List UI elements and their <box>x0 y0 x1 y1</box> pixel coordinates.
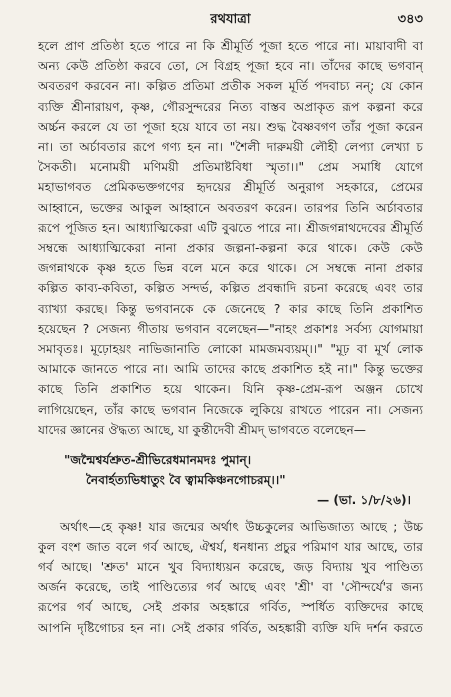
text-line: গর্ব আছে। 'শ্রুত' মানে খুব বিদ্যাধ্যয়ন করেছে, জড় বিদ্যায় খুব পাণ্ডিত্য <box>38 560 423 575</box>
text-line: কল্পিত কাব্য-কবিতা, কল্পিত সন্দর্ভ, কল্পিত প্রবন্ধাদি রচনা করেছে এবং তার <box>38 281 423 296</box>
text-line: রূপে পূজিত হন। আধ্যাত্মিকেরা এটি বুঝতে পারে না। শ্রীজগন্নাথদেবের শ্রীমূর্তি <box>38 220 423 235</box>
text-line: মহাভাগবত প্রেমিকভক্তগণের হৃদয়ের শ্রীমূর্তি অনুরাগ সহকারে, প্রেমের <box>38 180 423 195</box>
sanskrit-verse <box>38 450 423 511</box>
text-line: আমাকে জানতে পারে না। আমি তাদের কাছে প্রকাশিত হই না।" কিন্তু ভক্তের <box>38 362 423 377</box>
page-header <box>38 10 423 30</box>
page-number: ৩৪৩ <box>397 12 423 27</box>
text-line: আহ্বানে, ভক্তের আকুল আহ্বানে অবতরণ করেন। তারপর তিনি অর্চাবতার <box>38 200 423 215</box>
text-line: অর্চ্চন করলে যে তা পূজা হয়ে যাবে তা নয়। শুদ্ধ বৈষ্ণবগণ তাঁর পূজা করেন <box>38 119 423 134</box>
text-line: জগন্নাথকে কৃষ্ণ হতে ভিন্ন বলে মনে করে থাকে। সে সম্বন্ধে নানা প্রকার <box>38 261 423 276</box>
text-line: অর্জন করেছে, তাই পাণ্ডিত্যের গর্ব আছে এবং 'শ্রী' বা 'সৌন্দর্যে'র জন্য <box>38 580 423 595</box>
text-line: হয়েছেন ? সেজন্য গীতায় ভগবান বলেছেন—"নাহং প্রকাশঃ সর্বস্য যোগমায়া <box>38 321 423 336</box>
text-line: অর্থাৎ—হে কৃষ্ণ! যার জন্মের অর্থাৎ উচ্চকুলের আভিজাত্য আছে ; উচ্চ <box>60 519 423 534</box>
text-line: ব্যক্তি শ্রীনারায়ণ, কৃষ্ণ, গৌরসুন্দরের নিত্য বাস্তব অপ্রাকৃত রূপ কল্পনা করে <box>38 99 423 114</box>
text-line: আপনি দৃষ্টিগোচর হন না। সেই প্রকার গর্বিত, অহঙ্কারী ব্যক্তি যদি দর্শন করতে <box>38 620 423 635</box>
body-paragraph-2 <box>38 517 423 638</box>
text-line: যাদের জ্ঞানের ঔদ্ধত্য আছে, যা কুন্তীদেবী শ্রীমদ্ ভাগবতে বলেছেন— <box>38 422 366 437</box>
text-line: লাগিয়েছেন, তাঁর কাছে ভগবান নিজেকে লুকিয়ে রাখতে পারেন না। সেজন্য <box>38 402 423 417</box>
text-line: সৈকতী। মনোময়ী মণিময়ী প্রতিমাষ্টবিধা স্মৃতা।।" প্রেম সমাধি যোগে <box>38 160 423 175</box>
text-line: সমাবৃতঃ। মূঢ়োহয়ং নাভিজানাতি লোকো মামজমব্যয়ম্।।" "মূঢ় বা মূর্খ লোক <box>38 342 423 357</box>
text-line: না। তা অর্চাবতার রূপে গণ্য হন না। "শৈলী দারুময়ী লৌহী লেপ্যা লেখ্যা চ <box>38 140 423 155</box>
text-line: কুল বংশ জাত বলে গর্ব আছে, ঐশ্বর্য, ধনধান্য প্রচুর পরিমাণ যার আছে, তার <box>38 539 423 554</box>
text-line: হলে প্রাণ প্রতিষ্ঠা হতে পারে না কি শ্রীমূর্তি পূজা হতে পারে না। মায়াবাদী বা <box>38 39 423 53</box>
running-title: রথযাত্রা <box>210 12 251 27</box>
text-line: রূপের গর্ব আছে, সেই প্রকার অহঙ্কারে গর্বিত, স্পর্ধিত ব্যক্তিদের কাছে <box>38 600 423 615</box>
body-paragraph-1 <box>38 36 423 440</box>
text-line: ব্যাখ্যা করছে। কিন্তু ভগবানকে কে জেনেছে ? কার কাছে তিনি প্রকাশিত <box>38 301 423 316</box>
verse-reference: — (ভা. ১/৮/২৬)। <box>317 493 411 508</box>
text-line: অন্য কেউ প্রতিষ্ঠা করবে তো, সে বিগ্রহ পূজা হবে না। তাঁদের কাছে ভগবান্ <box>38 59 423 74</box>
verse-line-2: নৈবার্হত্যভিধাতুং বৈ ত্বামকিঞ্চনগোচরম্।।" <box>86 473 286 488</box>
text-line: কাছে তিনি প্রকাশিত হয়ে থাকেন। যিনি কৃষ্ণ-প্রেম-রূপ অঞ্জন চোখে <box>38 382 423 397</box>
text-line: অবতরণ করবেন না। কল্পিত প্রতিমা প্রতীক সকল মূর্তি পদবাচ্য নন্; যে কোন <box>38 79 423 94</box>
text-line: সম্বন্ধে আধ্যাত্মিকেরা নানা প্রকার জল্পনা-কল্পনা করে থাকে। কেউ কেউ <box>38 241 423 256</box>
verse-line-1: "জন্মৈশ্বর্যশ্রুত-শ্রীভিরেধমানমদঃ পুমান্। <box>64 453 252 468</box>
